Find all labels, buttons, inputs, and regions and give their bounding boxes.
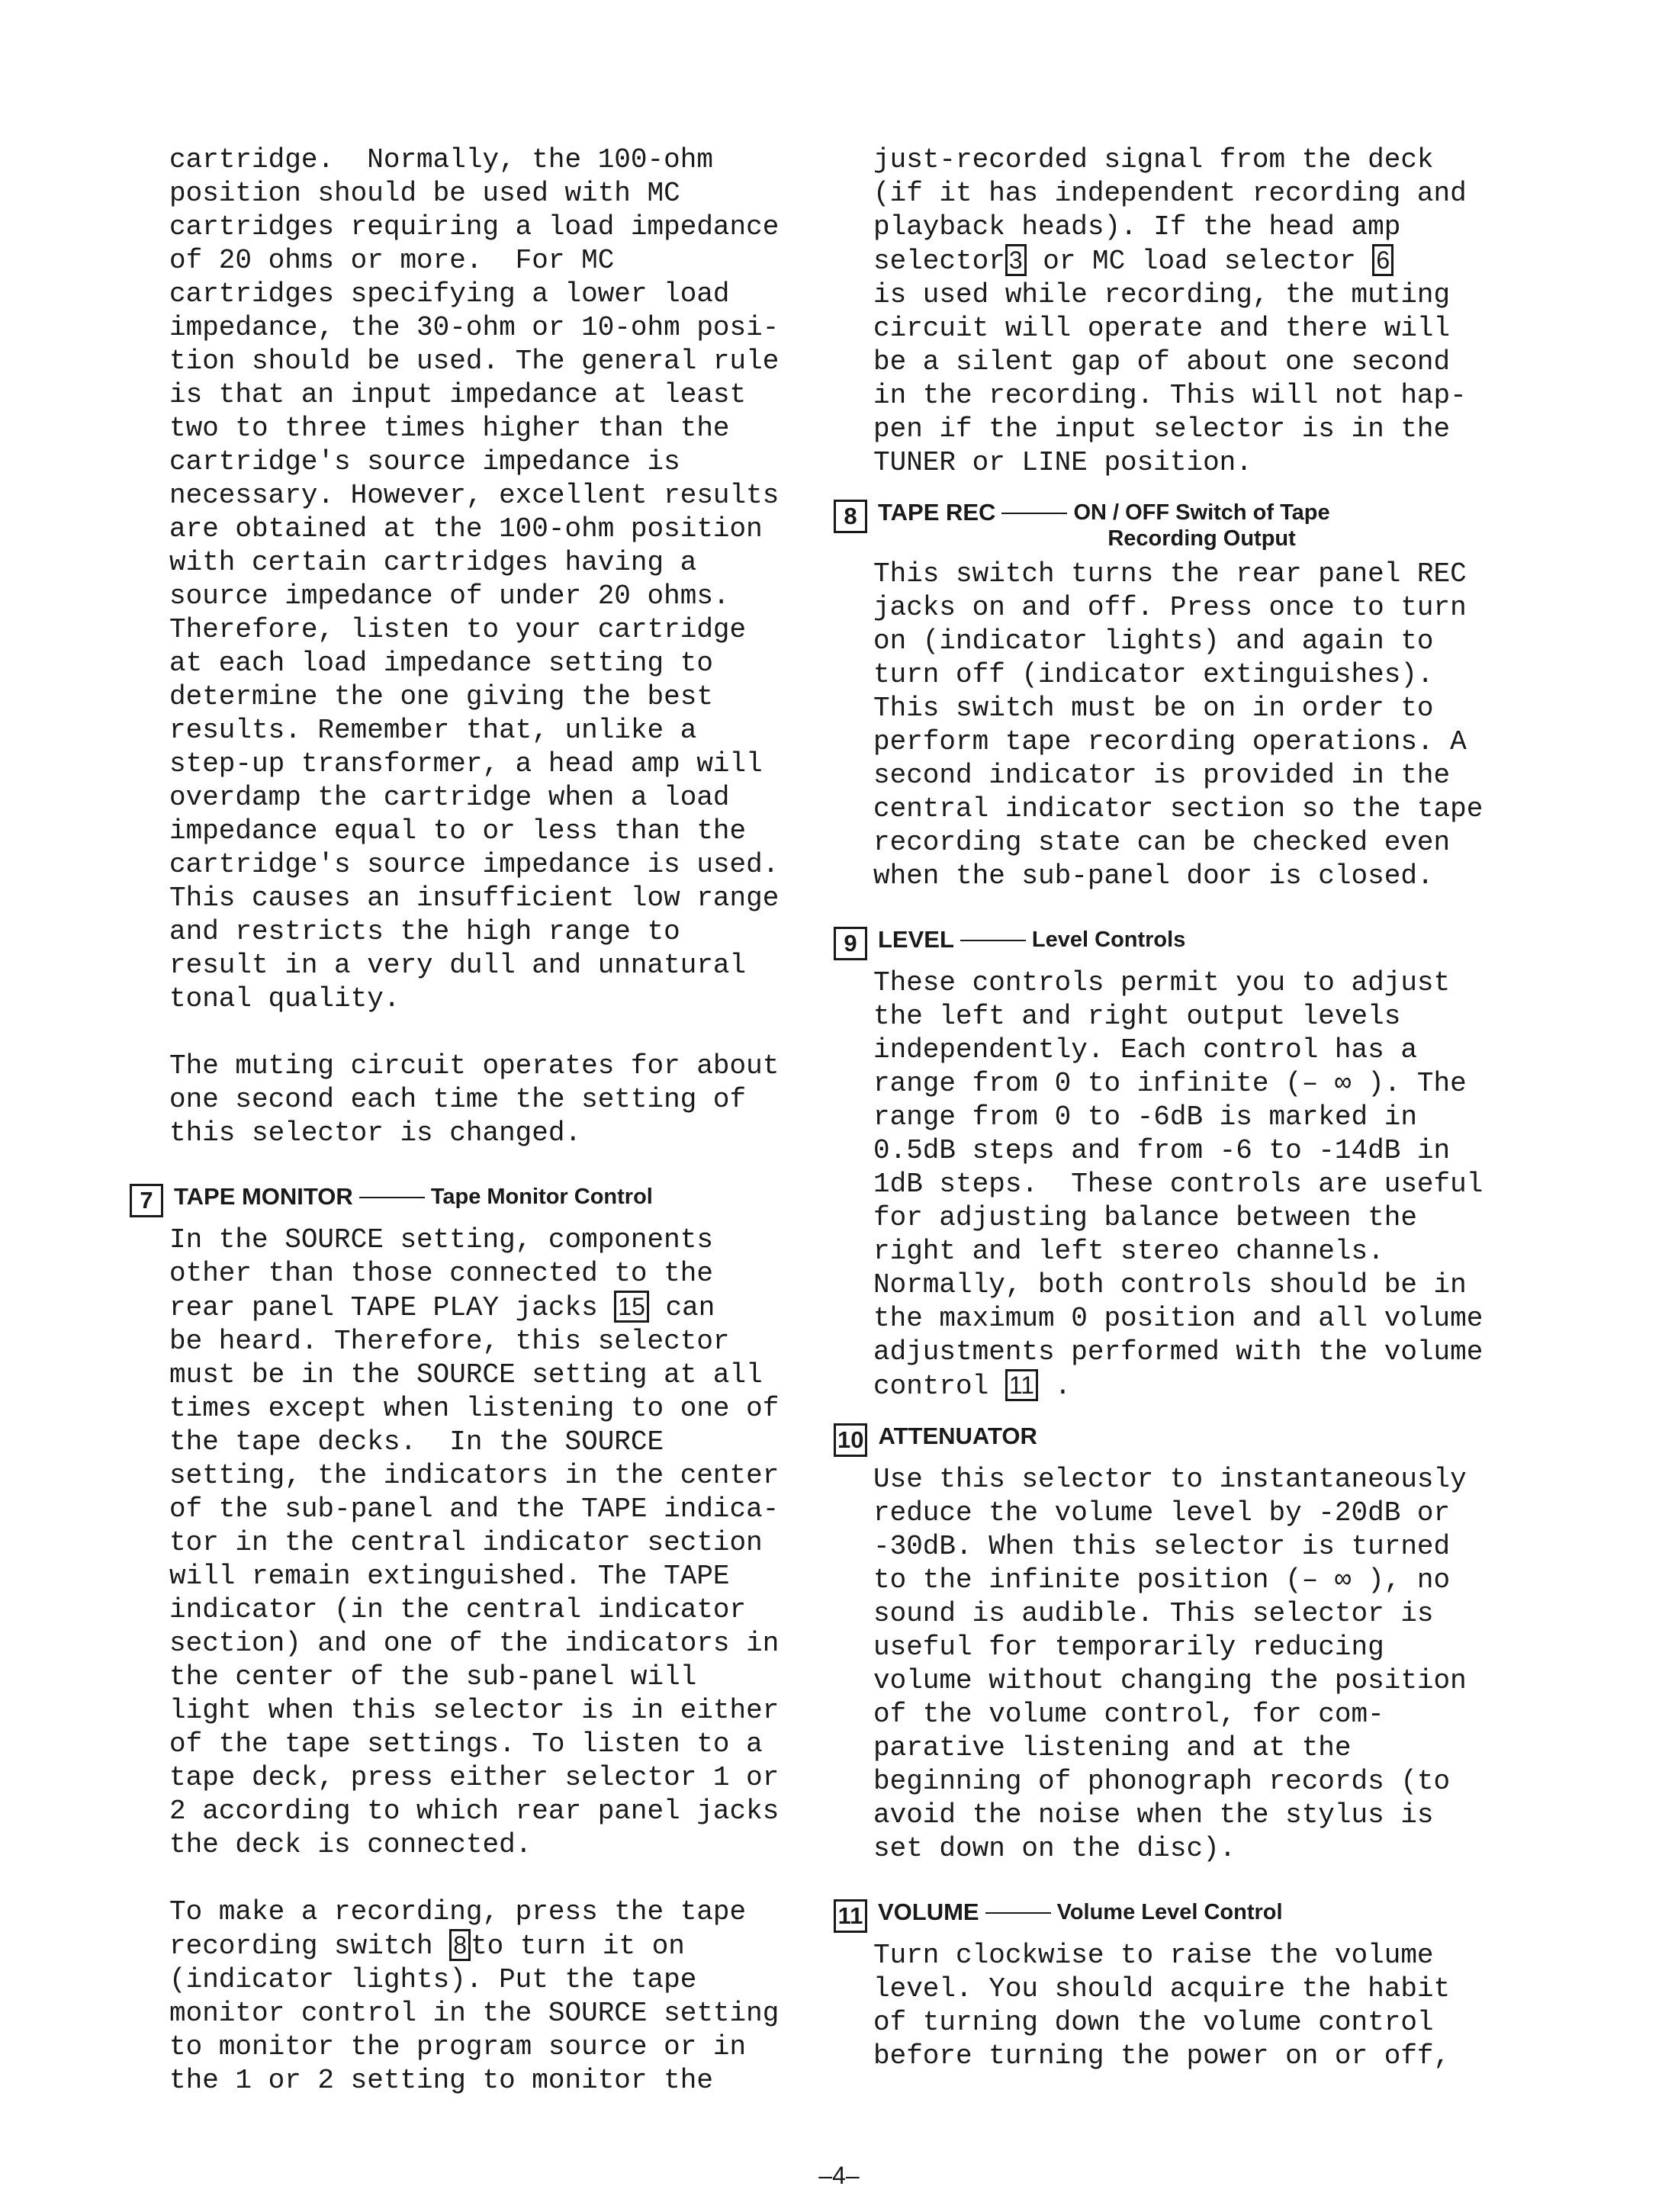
reference-box-15: 15 [614,1291,649,1323]
section-number-10: 10 [834,1423,867,1457]
paragraph-level: These controls permit you to adjust the left and right output levels independently. Each control has a range from 0 to infinite (– ∞ ). The range from 0 to -6dB is marked in 0.5dB steps and from -6 to -14dB in 1dB steps. These controls are useful for adjusting balance between the right and left stereo channels. Normally, both controls should be in the maximum 0 position and all volume adjustments performed with the volume control 11 . [873,967,1484,1402]
section-heading-tape-rec [844,499,1560,551]
paragraph-make-recording: To make a recording, press the tape recording switch 8 to turn it on (indicator lights). Put the tape monitor control in the SOURCE setting to monitor the program source or in the 1 or 2 setting to monitor the [169,1896,780,2096]
section-heading-level [844,926,1560,960]
title-dash [960,940,1026,941]
page-number: –4– [818,2162,860,2189]
section-subtitle: ON / OFF Switch of Tape Recording Output [1073,500,1330,551]
paragraph-volume: Turn clockwise to raise the volume level. You should acquire the habit of turning down the volume control before turning the power on or off, [873,1940,1451,2072]
reference-box-3: 3 [1005,244,1027,276]
section-subtitle: Level Controls [1031,928,1186,952]
section-number-11: 11 [834,1899,867,1933]
section-title: VOLUME [878,1899,979,1925]
title-dash [1001,513,1067,514]
title-dash [985,1912,1051,1914]
left-column [140,143,833,2098]
right-column [837,143,1560,2073]
title-dash [359,1197,425,1198]
reference-box-11: 11 [1005,1369,1038,1401]
section-subtitle: Tape Monitor Control [430,1185,653,1209]
section-number-7: 7 [130,1184,163,1217]
section-title: TAPE REC [878,499,996,526]
paragraph-load-impedance: cartridge. Normally, the 100-ohm position should be used with MC cartridges requiring a load impedance of 20 ohms or more. For MC cartridges specifying a lower load impedance, the 30-ohm or 10-ohm posi- tion should be used. The general rule is that an input impedance at least two to three times higher than the cartridge's source impedance is necessary. However, excellent results are obtained at the 100-ohm position with certain cartridges having a source impedance of under 20 ohms. Therefore, listen to your cartridge at each load impedance setting to determine the one giving the best results. Remember that, unlike a step-up transformer, a head amp will overdamp the cartridge when a load impedance equal to or less than the cartridge's source impedance is used. This causes an insufficient low range and restricts the high range to result in a very dull and unnatural tonal quality. [169,144,780,1014]
section-number-9: 9 [834,927,867,960]
section-heading-volume [837,1899,1560,1933]
paragraph-tape-rec: This switch turns the rear panel REC jacks on and off. Press once to turn on (indicator lights) and again to turn off (indicator extinguishes). This switch must be on in order to perform tape recording operations. A second indicator is provided in the central indicator section so the tape recording state can be checked even when the sub-panel door is closed. [873,558,1484,892]
paragraph-attenuator: Use this selector to instantaneously reduce the volume level by -20dB or -30dB. When this selector is turned to the infinite position (– ∞ ), no sound is audible. This selector is useful for temporarily reducing volume without changing the position of the volume control, for com- parative listening and at the beginning of phonograph records (to avoid the noise when the stylus is set down on the disc). [873,1464,1467,1864]
section-heading-tape-monitor [140,1183,833,1217]
section-number-8: 8 [834,500,867,533]
paragraph-just-recorded: just-recorded signal from the deck (if it has independent recording and playback heads). If the head amp selector 3 or MC load selector 6 is used while recording, the muting circuit will operate and there will be a silent gap of about one second in the recording. This will not hap- pen if the input selector is in the TUNER or LINE position. [873,144,1467,478]
section-heading-attenuator [837,1423,1560,1457]
section-title: ATTENUATOR [878,1423,1037,1449]
reference-box-6: 6 [1372,244,1394,276]
section-title: TAPE MONITOR [174,1183,353,1210]
paragraph-tape-monitor: In the SOURCE setting, components other than those connected to the rear panel TAPE PLAY jacks 15 can be heard. Therefore, this selector must be in the SOURCE setting at all times except when listening to one of the tape decks. In the SOURCE setting, the indicators in the center of the sub-panel and the TAPE indica- tor in the central indicator section will remain extinguished. The TAPE indicator (in the central indicator section) and one of the indicators in the center of the sub-panel will light when this selector is in either of the tape settings. To listen to a tape deck, press either selector 1 or 2 according to which rear panel jacks the deck is connected. [169,1224,780,1860]
section-subtitle: Volume Level Control [1056,1900,1283,1924]
reference-box-8: 8 [449,1929,471,1961]
section-title: LEVEL [878,926,954,953]
paragraph-muting-circuit: The muting circuit operates for about one second each time the setting of this selector is changed. [169,1050,780,1149]
